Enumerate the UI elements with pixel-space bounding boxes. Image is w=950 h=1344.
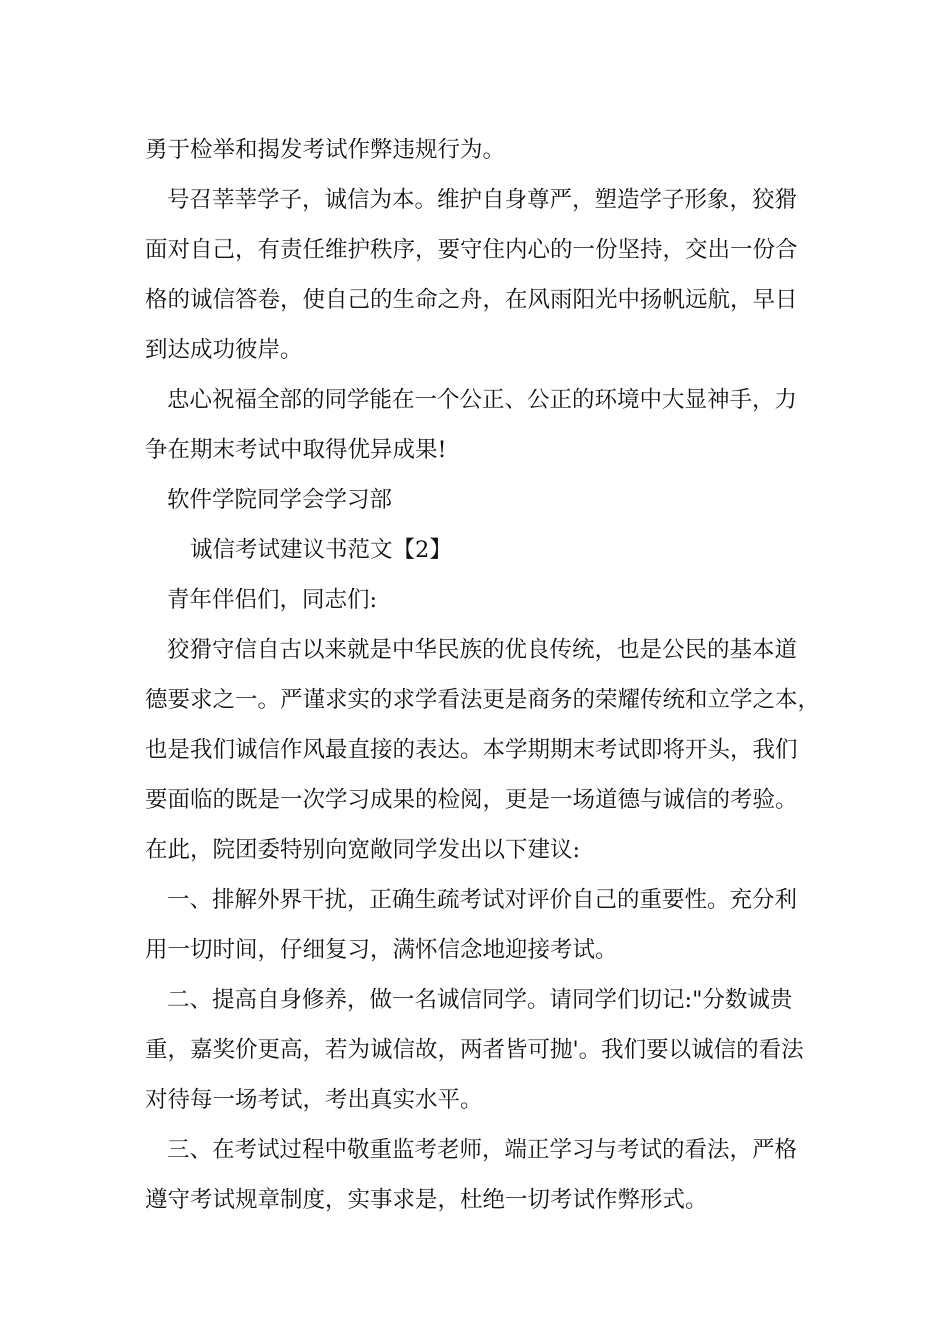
- text-line: 格的诚信答卷，使自己的生命之舟，在风雨阳光中扬帆远航，早日: [145, 287, 798, 313]
- text-line: 对待每一场考试，考出真实水平。: [145, 1087, 483, 1113]
- paragraph-start: 狡猾守信自古以来就是中华民族的优良传统，也是公民的基本道: [167, 637, 798, 663]
- text-line: 面对自己，有责任维护秩序，要守住内心的一份坚持，交出一份合: [145, 237, 798, 263]
- paragraph-start: 二、提高自身修养，做一名诚信同学。请同学们切记:"分数诚贵: [167, 987, 793, 1013]
- text-line: 争在期末考试中取得优异成果!: [145, 437, 447, 463]
- text-line: 德要求之一。严谨求实的求学看法更是商务的荣耀传统和立学之本，: [145, 687, 821, 713]
- text-line: 在此，院团委特别向宽敞同学发出以下建议:: [145, 837, 581, 863]
- text-line: 到达成功彼岸。: [145, 337, 303, 363]
- section-heading: 诚信考试建议书范文【2】: [190, 537, 452, 563]
- paragraph-start: 三、在考试过程中敬重监考老师，端正学习与考试的看法，严格: [167, 1137, 798, 1163]
- text-line: 遵守考试规章制度，实事求是，杜绝一切考试作弊形式。: [145, 1187, 708, 1213]
- signature-line: 软件学院同学会学习部: [167, 487, 393, 513]
- paragraph-start: 忠心祝福全部的同学能在一个公正、公正的环境中大显神手，力: [167, 387, 798, 413]
- text-line: 重，嘉奖价更高，若为诚信故，两者皆可抛'。我们要以诚信的看法: [145, 1037, 804, 1063]
- text-line: 勇于检举和揭发考试作弊违规行为。: [145, 137, 506, 163]
- paragraph-start: 一、排解外界干扰，正确生疏考试对评价自己的重要性。充分利: [167, 887, 798, 913]
- paragraph-start: 号召莘莘学子，诚信为本。维护自身尊严，塑造学子形象，狡猾: [167, 187, 798, 213]
- text-line: 也是我们诚信作风最直接的表达。本学期期末考试即将开头，我们: [145, 737, 798, 763]
- text-line: 要面临的既是一次学习成果的检阅，更是一场道德与诚信的考验。: [145, 787, 798, 813]
- text-line: 用一切时间，仔细复习，满怀信念地迎接考试。: [145, 937, 618, 963]
- document-body: [145, 125, 825, 1225]
- salutation: 青年伴侣们，同志们:: [167, 587, 378, 613]
